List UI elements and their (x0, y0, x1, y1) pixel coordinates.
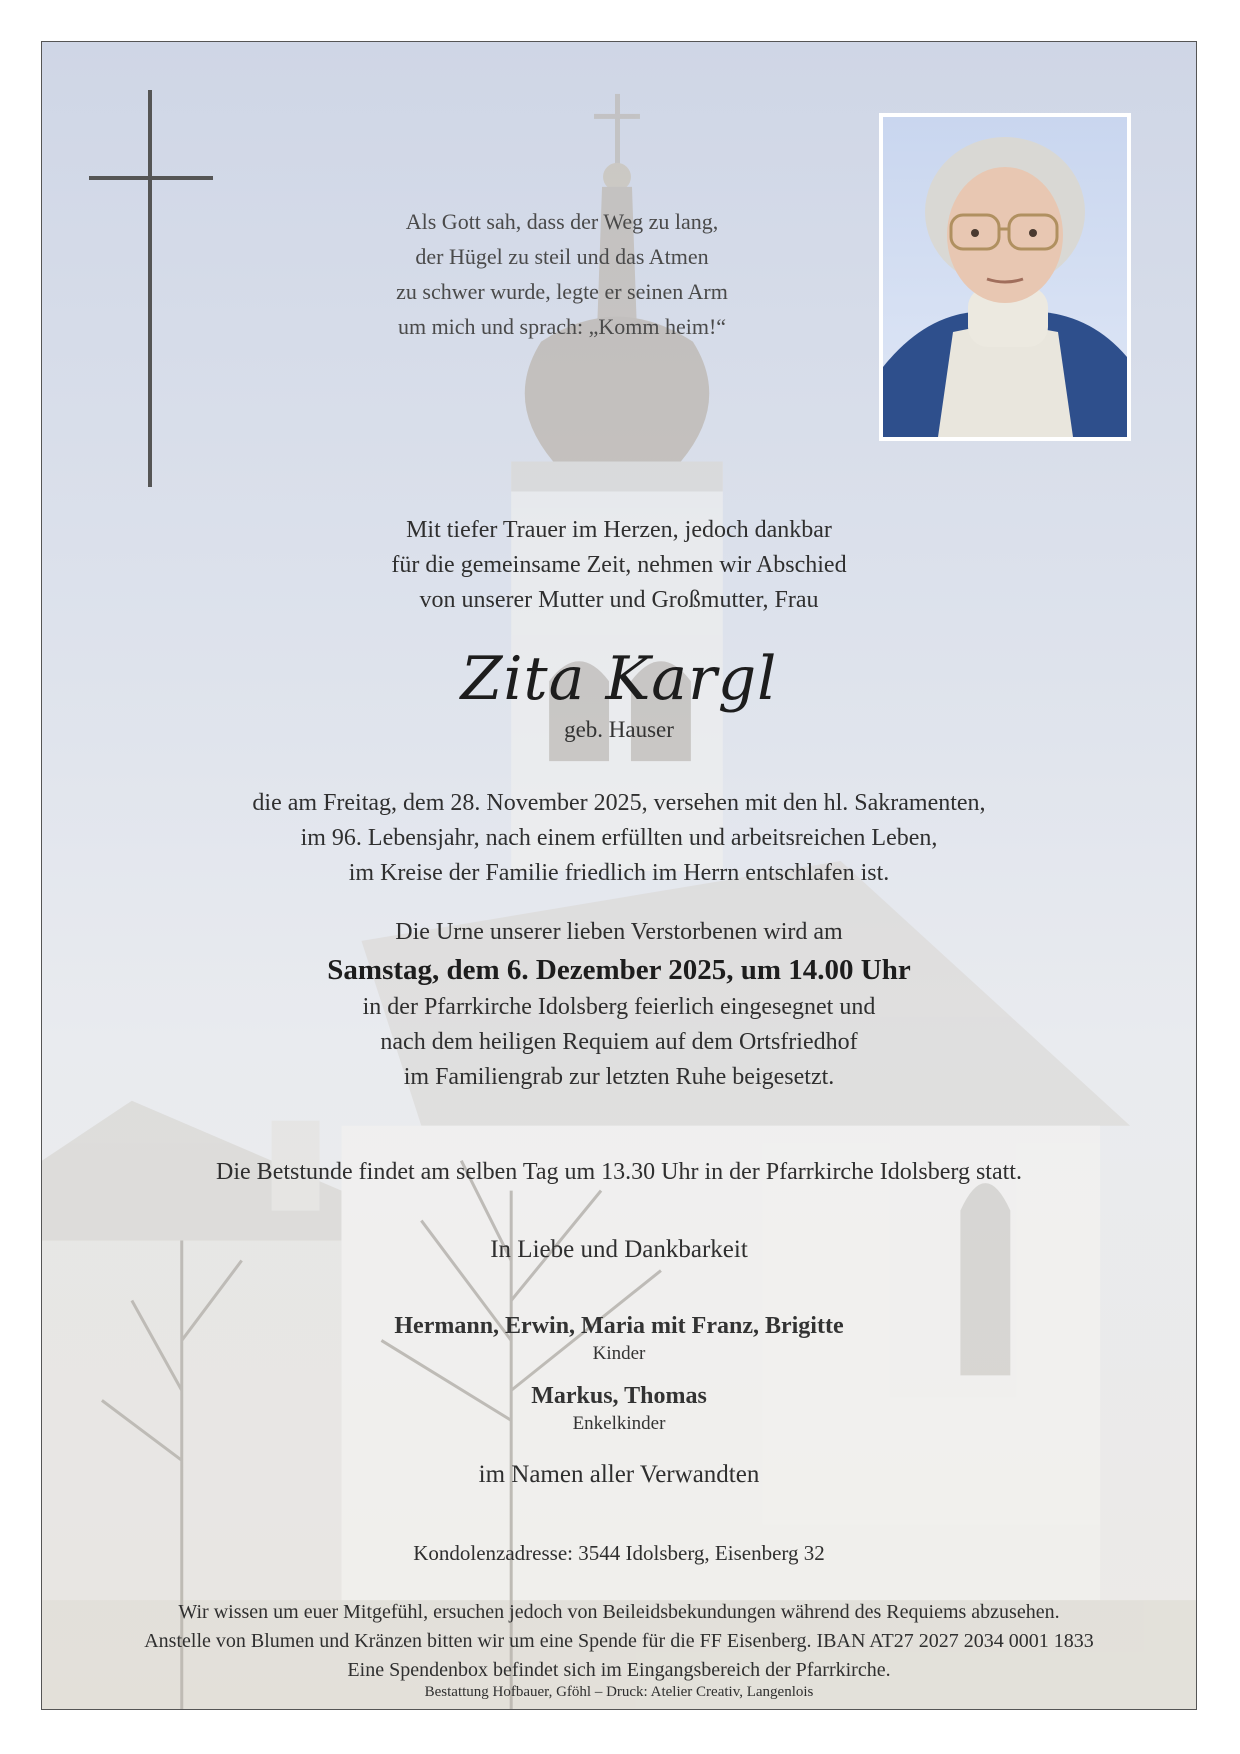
memorial-verse (342, 204, 782, 344)
intro-line: für die gemeinsame Zeit, nehmen wir Abschied (391, 552, 847, 578)
prayer-hour-notice: Die Betstunde findet am selben Tag um 13.30 Uhr in der Pfarrkirche Idolsberg statt. (216, 1159, 1022, 1185)
footer-credits: Bestattung Hofbauer, Gföhl – Druck: Atelier Creativ, Langenlois (424, 1684, 814, 1700)
parte-card (41, 41, 1197, 1710)
verse-line: Als Gott sah, dass der Weg zu lang, (405, 209, 719, 234)
note-line: Wir wissen um euer Mitgefühl, ersuchen jedoch von Beileidsbekundungen während des Requiems abzusehen. (178, 1601, 1060, 1623)
deceased-name: Zita Kargl (460, 644, 778, 714)
closing-phrase: In Liebe und Dankbarkeit (490, 1236, 748, 1263)
intro-line: von unserer Mutter und Großmutter, Frau (419, 587, 819, 613)
funeral-line: nach dem heiligen Requiem auf dem Ortsfriedhof (380, 1029, 858, 1055)
funeral-line: in der Pfarrkirche Idolsberg feierlich eingesegnet und (362, 994, 876, 1020)
grandchildren-names: Markus, Thomas (531, 1383, 707, 1409)
children-role: Kinder (592, 1343, 646, 1364)
donation-notes (42, 1598, 1196, 1685)
children-names: Hermann, Erwin, Maria mit Franz, Brigitte (394, 1313, 844, 1339)
verse-line: zu schwer wurde, legte er seinen Arm (396, 279, 728, 304)
note-line: Eine Spendenbox befindet sich im Eingangsbereich der Pfarrkirche. (347, 1659, 891, 1681)
condolence-address: Kondolenzadresse: 3544 Idolsberg, Eisenberg 32 (413, 1541, 825, 1565)
death-notice (42, 786, 1196, 891)
verse-line: um mich und sprach: „Komm heim!“ (397, 314, 727, 339)
mourners-list (42, 1310, 1196, 1450)
verse-line: der Hügel zu steil und das Atmen (415, 244, 709, 269)
death-notice-line: die am Freitag, dem 28. November 2025, versehen mit den hl. Sakramenten, (252, 790, 986, 816)
death-notice-line: im Kreise der Familie friedlich im Herrn entschlafen ist. (348, 860, 890, 886)
maiden-name: geb. Hauser (564, 717, 674, 742)
funeral-lead: Die Urne unserer lieben Verstorbenen wird am (395, 919, 843, 945)
intro-text (42, 513, 1196, 618)
portrait-photo (879, 113, 1131, 441)
relatives-line: im Namen aller Verwandten (478, 1461, 760, 1488)
grandchildren-role: Enkelkinder (572, 1413, 666, 1434)
funeral-info (42, 915, 1196, 1095)
note-line: Anstelle von Blumen und Kränzen bitten wir um eine Spende für die FF Eisenberg. IBAN AT27 2027 2034 0001 1833 (144, 1630, 1094, 1652)
intro-line: Mit tiefer Trauer im Herzen, jedoch dankbar (406, 517, 832, 543)
death-notice-line: im 96. Lebensjahr, nach einem erfüllten und arbeitsreichen Leben, (300, 825, 938, 851)
funeral-line: im Familiengrab zur letzten Ruhe beigesetzt. (403, 1064, 835, 1090)
cross-symbol (89, 90, 213, 490)
funeral-date: Samstag, dem 6. Dezember 2025, um 14.00 Uhr (327, 954, 911, 986)
